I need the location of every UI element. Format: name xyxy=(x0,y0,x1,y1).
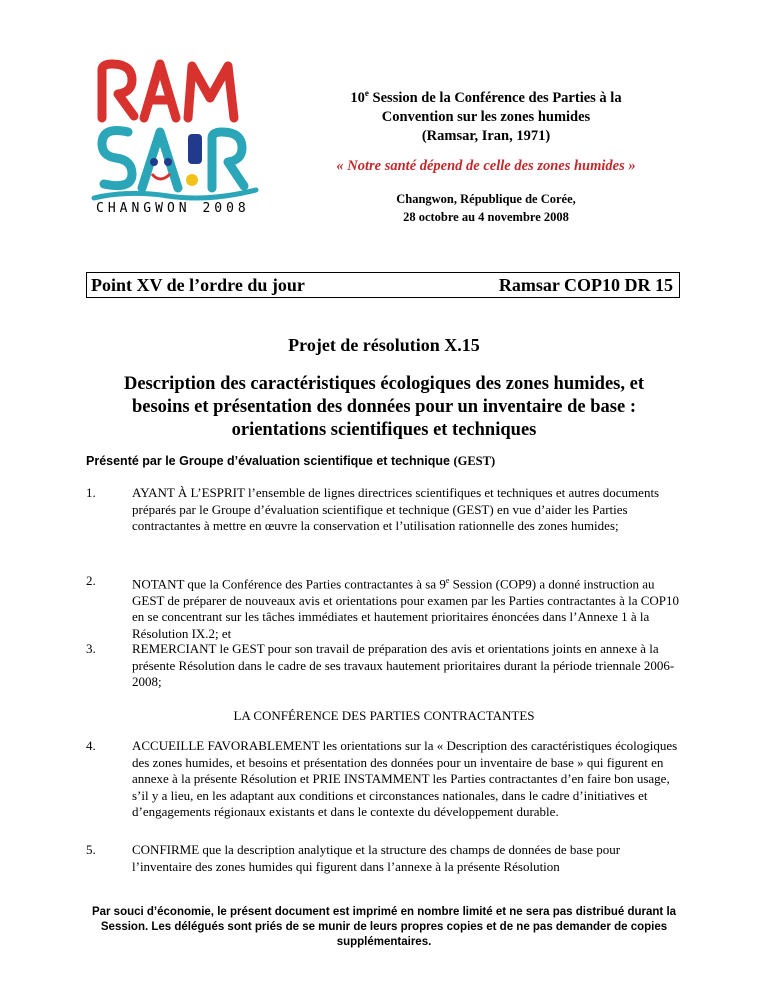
resolution-title: Description des caractéristiques écologiques des zones humides, et besoins et présentation des données pour un inventaire de base : orientations scientifiques et techniques xyxy=(123,374,644,440)
footer-note: Par souci d’économie, le présent document est imprimé en nombre limité et ne sera pas distribué durant la Session. Les délégués sont priés de se munir de leurs propres copies et de ne pas demander de copies supplémentaires. xyxy=(91,906,677,948)
paragraph-3: 3. REMERCIANT le GEST pour son travail de préparation des avis et orientations joints en annexe à la présente Résolution dans le cadre de ses travaux hautement prioritaires durant la période triennale 2006-2008; xyxy=(86,641,675,689)
presented-by: Présenté par le Groupe d’évaluation scientifique et technique (GEST) xyxy=(86,454,496,468)
conference-heading: LA CONFÉRENCE DES PARTIES CONTRACTANTES xyxy=(233,708,535,723)
agenda-item: Point XV de l’ordre du jour xyxy=(91,275,305,295)
paragraph-1: 1. AYANT À L’ESPRIT l’ensemble de lignes directrices scientifiques et techniques et autres documents préparés par le Groupe d’évaluation scientifique et technique (GEST) en vue d’aider les Parties contractantes à mettre en œuvre la conservation et l’utilisation rationnelle des zones humides; xyxy=(86,485,660,533)
ramsar-logo xyxy=(88,52,266,232)
ramsar-logo-graphic xyxy=(88,52,266,202)
paragraph-2: 2. NOTANT que la Conférence des Parties contractantes à sa 9e Session (COP9) a donné instruction au GEST de préparer de nouveaux avis et orientations pour examen par les Parties contractantes à la COP10 en se concentrant sur les tâches immédiates et hautement prioritaires énoncées dans l’Annexe 1 à la Résolution IX.2; et xyxy=(86,573,680,641)
paragraph-5: 5. CONFIRME que la description analytique et la structure des champs de données de base pour l’inventaire des zones humides qui figurent dans l’annexe à la présente Résolution xyxy=(86,842,621,874)
paragraph-4: 4. ACCUEILLE FAVORABLEMENT les orientations sur la « Description des caractéristiques écologiques des zones humides, et besoins et présentation des données pour un inventaire de base » qui figurent en annexe à la présente Résolution et PRIE INSTAMMENT les Parties contractantes d’en faire bon usage, s’il y a lieu, en les adaptant aux conditions et circonstances nationales, dans le cadre d’initiatives et d’engagements régionaux existants et dans le contexte du développement durable. xyxy=(86,738,678,819)
venue-dates: Changwon, République de Corée, 28 octobre au 4 novembre 2008 xyxy=(396,192,576,224)
resolution-id: Projet de résolution X.15 xyxy=(288,335,480,355)
logo-caption: CHANGWON 2008 xyxy=(96,201,250,216)
document-reference: Ramsar COP10 DR 15 xyxy=(498,275,673,295)
motto: « Notre santé dépend de celle des zones humides » xyxy=(336,158,636,174)
agenda-box xyxy=(86,272,680,298)
session-heading: 10e Session de la Conférence des Parties à la Convention sur les zones humides (Ramsar, Iran, 1971) xyxy=(350,88,622,144)
